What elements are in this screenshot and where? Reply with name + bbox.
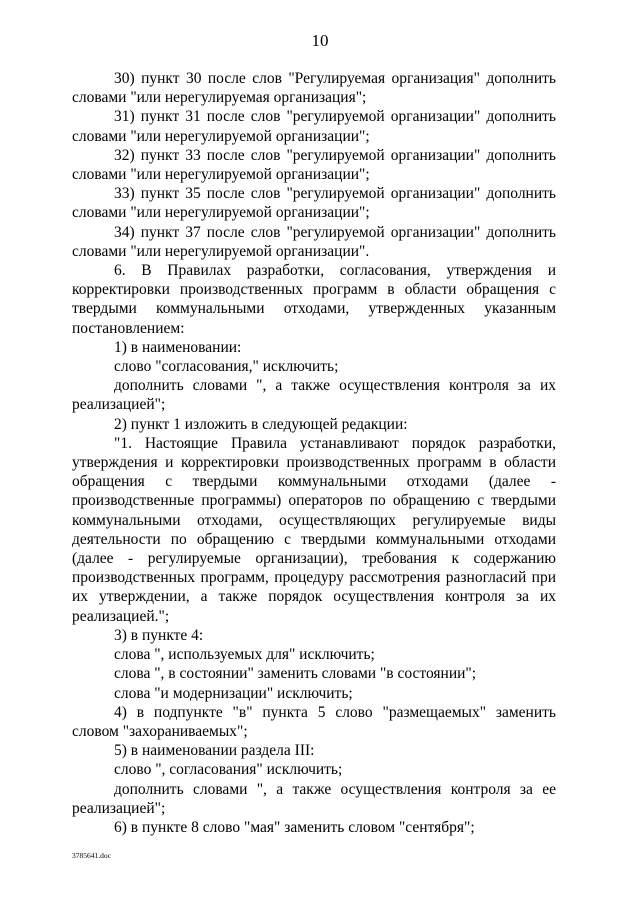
paragraph: 3) в пункте 4: xyxy=(114,626,204,644)
paragraph: дополнить словами ", а также осуществления контроля за их реализацией"; xyxy=(72,377,556,414)
paragraph: 34) пункт 37 после слов "регулируемой организации" дополнить словами "или нерегулируемой организации". xyxy=(72,223,556,260)
paragraph: 31) пункт 31 после слов "регулируемой организации" дополнить словами "или нерегулируемой организации"; xyxy=(72,108,556,145)
paragraph: слова "и модернизации" исключить; xyxy=(114,684,353,702)
paragraph: слова ", используемых для" исключить; xyxy=(114,646,375,664)
paragraph: 2) пункт 1 изложить в следующей редакции: xyxy=(114,415,408,433)
paragraph: дополнить словами ", а также осуществления контроля за ее реализацией"; xyxy=(72,780,556,817)
paragraph: "1. Настоящие Правила устанавливают порядок разработки, утверждения и корректировки производственных программ в области обращения с твердыми коммунальными отходами (далее - производственные программы) операторов по обращению с твердыми коммунальными отходами, осуществляющих регулируемые виды деятельности по обращению с твердыми коммунальными отходами (далее - регулируемые организации), требования к содержанию производственных программ, процедуру рассмотрения разногласий при их утверждении, а также порядок осуществления контроля за их реализацией."; xyxy=(72,434,556,625)
paragraph: 6. В Правилах разработки, согласования, утверждения и корректировки производственных программ в области обращения с твердыми коммунальными отходами, утвержденных указанным постановлением: xyxy=(72,262,556,337)
paragraph: 6) в пункте 8 слово "мая" заменить словом "сентября"; xyxy=(114,818,475,836)
paragraph: 32) пункт 33 после слов "регулируемой организации" дополнить словами "или нерегулируемой организации"; xyxy=(72,146,556,184)
paragraph: 5) в наименовании раздела III: xyxy=(114,742,315,760)
paragraph: 33) пункт 35 после слов "регулируемой организации" дополнить словами "или нерегулируемой организации"; xyxy=(72,185,556,222)
paragraph: слово ", согласования" исключить; xyxy=(114,761,343,779)
paragraph: 30) пункт 30 после слов "Регулируемая организация" дополнить словами "или нерегулируемая организация"; xyxy=(72,70,556,107)
document-body xyxy=(72,69,556,837)
paragraph: слово "согласования," исключить; xyxy=(114,358,339,376)
paragraph: 1) в наименовании: xyxy=(114,338,242,356)
page-number: 10 xyxy=(311,31,329,50)
paragraph: слова ", в состоянии" заменить словами "в состоянии"; xyxy=(114,665,477,683)
document-footer: 3785641.doc xyxy=(72,851,111,860)
paragraph: 4) в подпункте "в" пункта 5 слово "размещаемых" заменить словом "захораниваемых"; xyxy=(72,703,556,740)
